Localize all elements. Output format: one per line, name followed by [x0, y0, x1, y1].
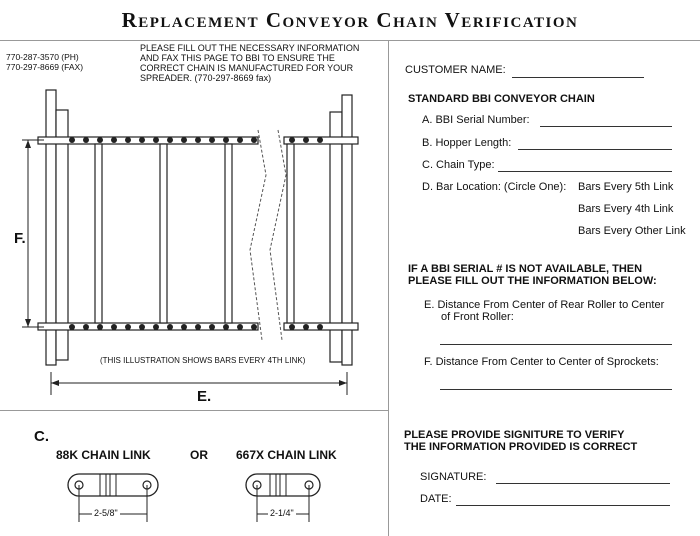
date-label: DATE:	[420, 493, 452, 505]
bar-option-other[interactable]: Bars Every Other Link	[578, 225, 686, 237]
bar-option-5th[interactable]: Bars Every 5th Link	[578, 181, 674, 193]
section3-title-line2: THE INFORMATION PROVIDED IS CORRECT	[404, 441, 638, 453]
fax-number: 770-297-8669 (FAX)	[6, 62, 84, 72]
link-88k-drawing	[60, 470, 170, 530]
column-divider	[388, 40, 389, 536]
hopper-length-label: B. Hopper Length:	[422, 137, 512, 149]
distance-rollers-field[interactable]	[440, 344, 672, 345]
bar-option-4th[interactable]: Bars Every 4th Link	[578, 203, 674, 215]
page-title: Replacement Conveyor Chain Verification	[121, 8, 579, 32]
distance-sprockets-field[interactable]	[440, 389, 672, 390]
contact-block	[6, 52, 83, 72]
section2-title-line1: IF A BBI SERIAL # IS NOT AVAILABLE, THEN	[408, 263, 643, 275]
link1-dimension: 2-5/8"	[94, 508, 118, 518]
section2-title-line2: PLEASE FILL OUT THE INFORMATION BELOW:	[408, 275, 657, 287]
distance-sprockets-label: F. Distance From Center to Center of Sprockets:	[424, 356, 659, 368]
instructions-text: PLEASE FILL OUT THE NECESSARY INFORMATION AND FAX THIS PAGE TO BBI TO ENSURE THE CORRECT CHAIN IS MANUFACTURED FOR YOUR SPREADER. (770-297-8669 fax)	[140, 43, 360, 83]
top-rule	[0, 40, 700, 41]
date-field[interactable]	[456, 505, 670, 506]
link1-title: 88K CHAIN LINK	[56, 448, 151, 462]
illustration-note: (THIS ILLUSTRATION SHOWS BARS EVERY 4TH LINK)	[100, 356, 306, 365]
chain-type-field[interactable]	[498, 171, 672, 172]
chain-illustration	[0, 80, 388, 400]
label-c: C.	[34, 428, 49, 445]
chain-type-label: C. Chain Type:	[422, 159, 495, 171]
signature-field[interactable]	[496, 483, 670, 484]
serial-number-field[interactable]	[540, 126, 672, 127]
section1-title: STANDARD BBI CONVEYOR CHAIN	[408, 93, 595, 105]
distance-rollers-label-line2: of Front Roller:	[441, 311, 514, 323]
section3-title-line1: PLEASE PROVIDE SIGNITURE TO VERIFY	[404, 429, 625, 441]
customer-name-field[interactable]	[512, 77, 644, 78]
link2-dimension: 2-1/4"	[270, 508, 294, 518]
or-label: OR	[190, 448, 208, 462]
signature-label: SIGNATURE:	[420, 471, 487, 483]
customer-name-label: CUSTOMER NAME:	[405, 64, 506, 76]
link-667x-drawing	[240, 470, 330, 530]
hopper-length-field[interactable]	[518, 149, 672, 150]
bar-location-label: D. Bar Location: (Circle One):	[422, 181, 567, 193]
distance-rollers-label-line1: E. Distance From Center of Rear Roller to Center	[424, 299, 665, 311]
serial-number-label: A. BBI Serial Number:	[422, 114, 530, 126]
phone-number: 770-287-3570 (PH)	[6, 52, 79, 62]
left-divider	[0, 410, 388, 411]
link2-title: 667X CHAIN LINK	[236, 448, 337, 462]
label-f: F.	[14, 230, 26, 247]
label-e: E.	[194, 388, 214, 405]
